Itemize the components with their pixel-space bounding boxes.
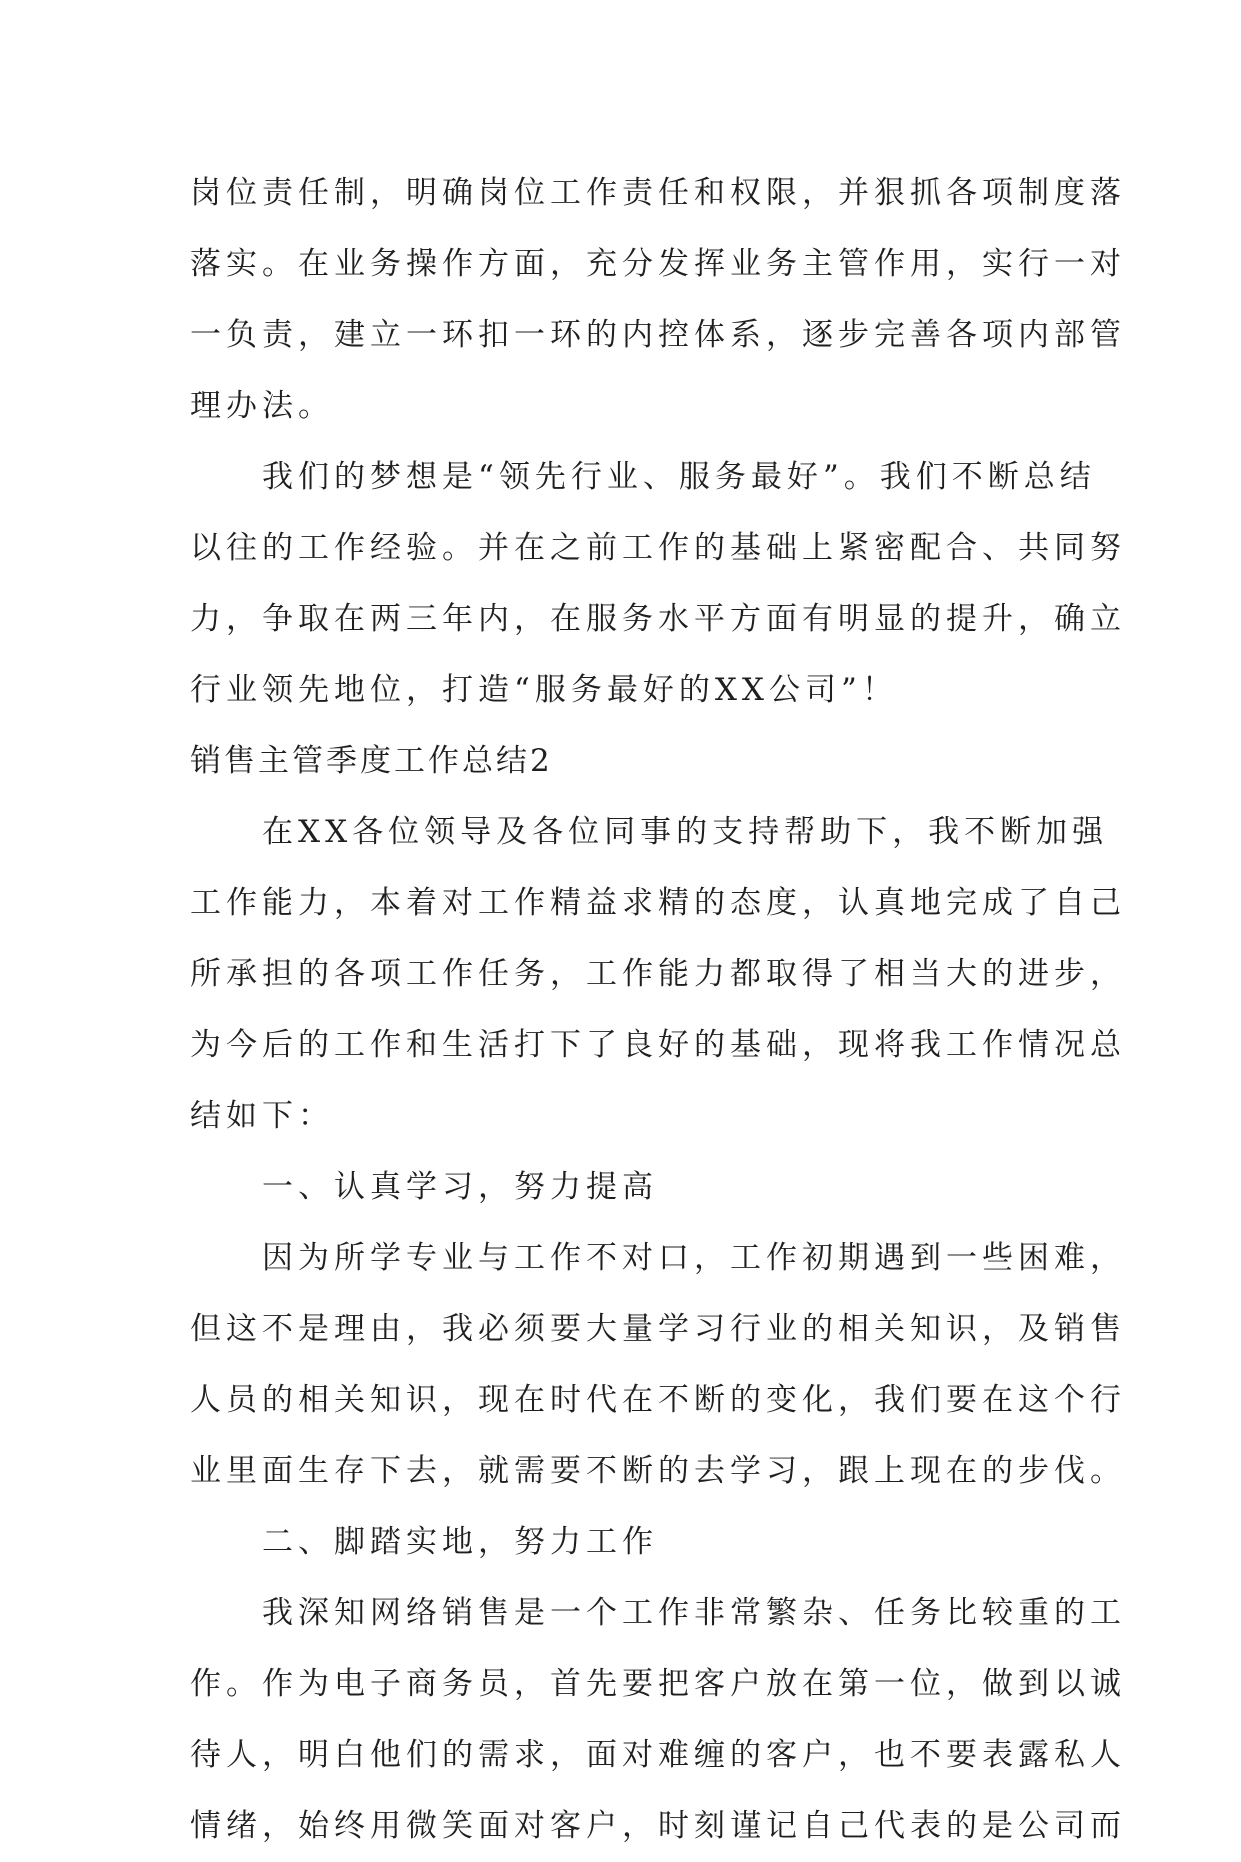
text-line: 以往的工作经验。并在之前工作的基础上紧密配合、共同努 [190, 530, 1126, 566]
continued-paragraph [190, 158, 1126, 442]
text-line: 工作能力，本着对工作精益求精的态度，认真地完成了自己 [190, 885, 1126, 921]
text-line: 力，争取在两三年内，在服务水平方面有明显的提升，确立 [190, 601, 1126, 637]
heading-work: 二、脚踏实地，努力工作 [262, 1524, 658, 1560]
work-paragraph [190, 1578, 1126, 1862]
text-line: 作。作为电子商务员，首先要把客户放在第一位，做到以诚 [190, 1666, 1126, 1702]
text-line: 理办法。 [190, 388, 334, 424]
section-title: 销售主管季度工作总结2 [190, 743, 553, 779]
text-line: 因为所学专业与工作不对口，工作初期遇到一些困难， [262, 1240, 1126, 1276]
document-body [190, 158, 1126, 1862]
text-line: 业里面生存下去，就需要不断的去学习，跟上现在的步伐。 [190, 1453, 1126, 1489]
dream-paragraph [190, 442, 1126, 726]
text-line: 为今后的工作和生活打下了良好的基础，现将我工作情况总 [190, 1027, 1126, 1063]
study-paragraph [190, 1223, 1126, 1507]
text-line: 行业领先地位，打造“服务最好的XX公司”！ [190, 672, 898, 708]
text-line: 岗位责任制，明确岗位工作责任和权限，并狠抓各项制度落 [190, 175, 1126, 211]
text-line: 我们的梦想是“领先行业、服务最好”。我们不断总结 [262, 459, 1096, 495]
text-line: 待人，明白他们的需求，面对难缠的客户，也不要表露私人 [190, 1737, 1126, 1773]
text-line: 所承担的各项工作任务，工作能力都取得了相当大的进步， [190, 956, 1126, 992]
text-line: 情绪，始终用微笑面对客户，时刻谨记自己代表的是公司而 [190, 1808, 1126, 1844]
heading-study: 一、认真学习，努力提高 [262, 1169, 658, 1205]
text-line: 一负责，建立一环扣一环的内控体系，逐步完善各项内部管 [190, 317, 1126, 353]
text-line: 结如下： [190, 1098, 334, 1134]
text-line: 我深知网络销售是一个工作非常繁杂、任务比较重的工 [262, 1595, 1126, 1631]
text-line: 落实。在业务操作方面，充分发挥业务主管作用，实行一对 [190, 246, 1126, 282]
text-line: 在XX各位领导及各位同事的支持帮助下，我不断加强 [262, 814, 1109, 850]
text-line: 人员的相关知识，现在时代在不断的变化，我们要在这个行 [190, 1382, 1126, 1418]
intro-paragraph [190, 797, 1126, 1152]
text-line: 但这不是理由，我必须要大量学习行业的相关知识，及销售 [190, 1311, 1126, 1347]
